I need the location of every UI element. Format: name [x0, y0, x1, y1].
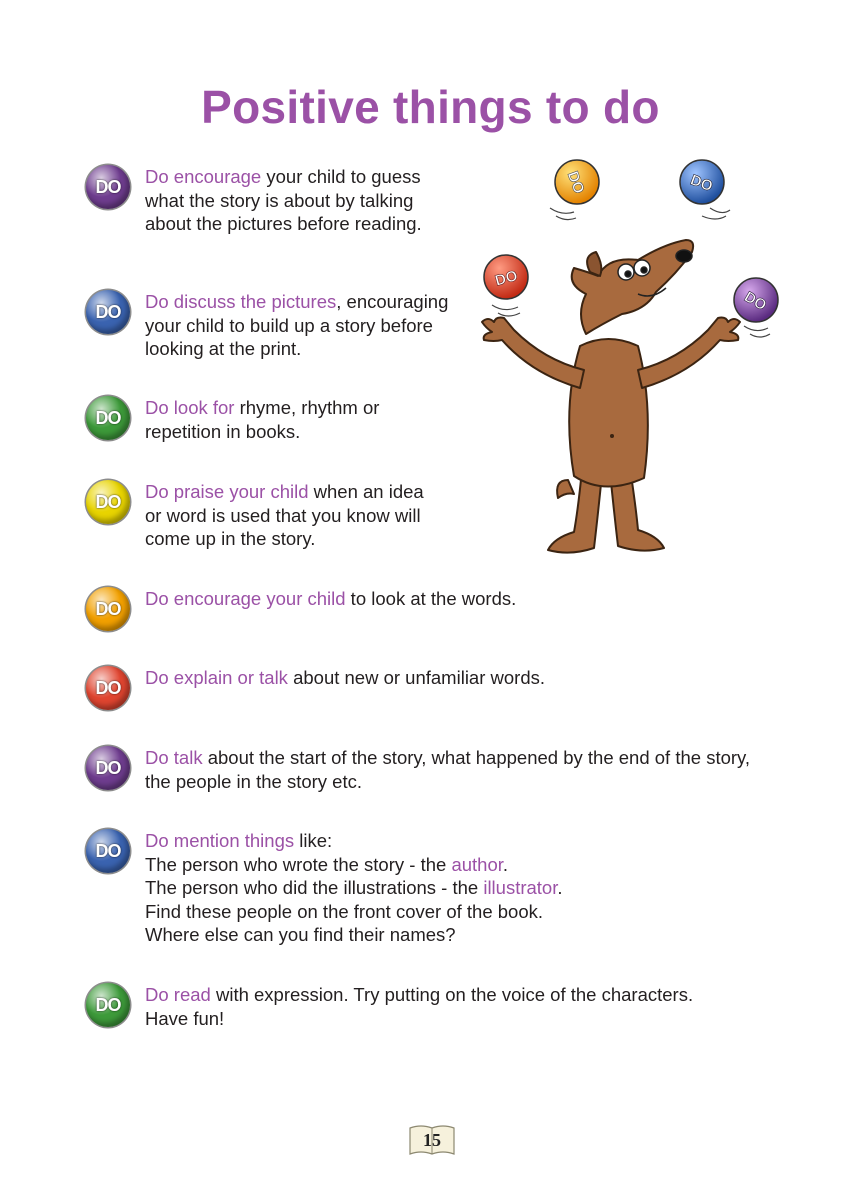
svg-text:DO: DO	[688, 171, 715, 196]
item-highlight-author: author	[451, 853, 503, 875]
item-highlight: Do look for	[145, 397, 235, 418]
item-rest: with expression. Try putting on the voice of the characters. Have fun!	[145, 984, 694, 1029]
svg-text:DO: DO	[741, 288, 770, 315]
item-text	[145, 829, 563, 947]
item-highlight-illustrator: illustrator	[483, 877, 558, 898]
item-rest: rhyme, rhythm or repetition in books.	[145, 397, 380, 442]
page-number	[408, 1122, 456, 1158]
item-text	[145, 480, 424, 551]
item-rest: like: The person who wrote the story - the	[145, 830, 447, 875]
do-badge-icon: DO	[86, 983, 130, 1027]
do-badge-icon: DO	[86, 829, 130, 873]
do-badge-icon: DO	[86, 165, 130, 209]
juggling-dog-illustration	[470, 150, 800, 580]
svg-text:DO: DO	[563, 169, 588, 196]
juggling-ball-icon	[680, 160, 730, 219]
item-highlight: Do discuss the pictures	[145, 291, 337, 312]
item-text	[145, 396, 379, 443]
do-badge-icon: DO	[86, 587, 130, 631]
juggling-ball-icon	[550, 160, 599, 220]
juggling-ball-icon	[734, 278, 778, 337]
item-highlight: Do talk	[145, 747, 203, 768]
juggling-ball-icon	[484, 255, 528, 316]
page-number-text: 15	[423, 1130, 441, 1150]
do-badge-icon: DO	[86, 666, 130, 710]
item-text	[145, 746, 750, 793]
item-highlight: Do read	[145, 984, 211, 1005]
item-highlight: Do praise your child	[145, 481, 309, 502]
item-text	[145, 165, 422, 236]
item-text	[145, 290, 448, 361]
item-text	[145, 983, 693, 1030]
item-highlight: Do encourage	[145, 166, 262, 187]
do-badge-icon: DO	[86, 746, 130, 790]
item-rest: about new or unfamiliar words.	[287, 667, 546, 688]
item-rest: when an idea or word is used that you know will come up in the story.	[145, 481, 424, 549]
item-rest: to look at the words.	[345, 588, 517, 609]
item-rest: . Find these people on the front cover of the book. Where else can you find their names?	[145, 877, 563, 945]
do-badge-icon: DO	[86, 290, 130, 334]
page-title: Positive things to do	[201, 81, 660, 133]
item-rest: about the start of the story, what happened by the end of the story, the people in the story etc.	[145, 747, 751, 792]
item-highlight: Do encourage your child	[145, 588, 346, 609]
item-text	[145, 666, 545, 690]
do-badge-icon: DO	[86, 396, 130, 440]
item-rest: , encouraging your child to build up a story before looking at the print.	[145, 291, 449, 359]
item-highlight: Do explain or talk	[145, 667, 288, 688]
item-rest: . The person who did the illustrations - the	[145, 853, 509, 898]
do-badge-icon: DO	[86, 480, 130, 524]
item-highlight: Do mention things	[145, 830, 295, 851]
item-rest: your child to guess what the story is about by talking about the pictures before reading.	[145, 166, 422, 234]
svg-text:DO: DO	[493, 267, 520, 290]
item-text	[145, 587, 516, 611]
